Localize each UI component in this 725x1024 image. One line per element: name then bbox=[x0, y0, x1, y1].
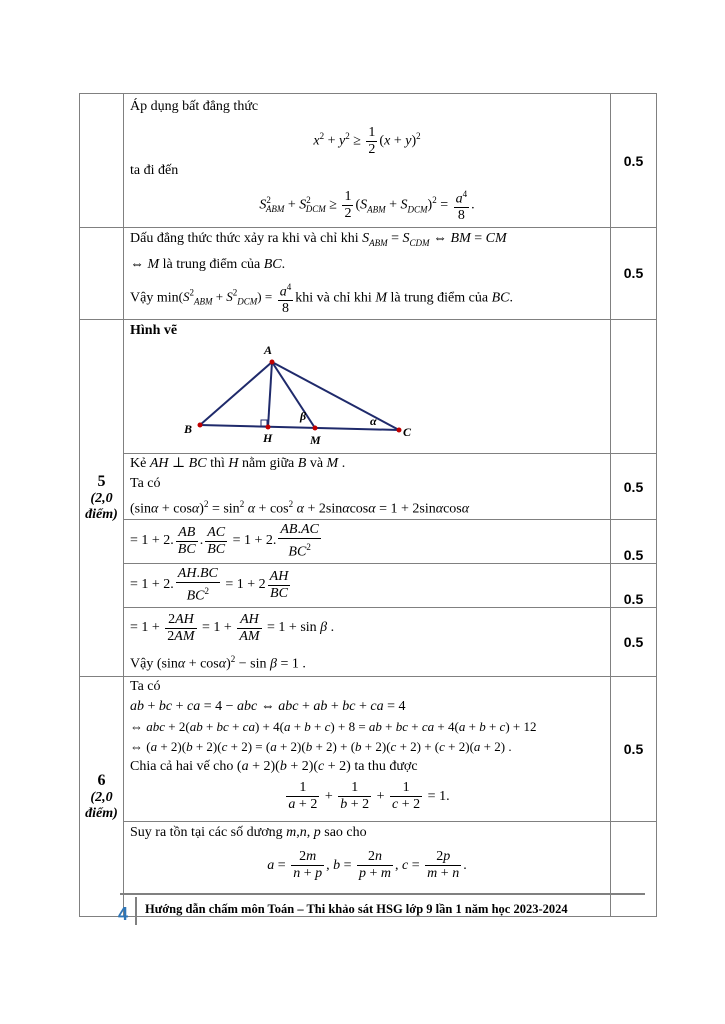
min-prefix: Vậy min bbox=[130, 290, 179, 306]
label-beta: β bbox=[300, 408, 307, 423]
question-points-unit: điểm) bbox=[85, 805, 118, 821]
page-number: 4 bbox=[118, 904, 129, 924]
score-cell: 0.5 bbox=[611, 608, 657, 677]
q5-step3: = 1 + 2. $\frac{AH.BC}{BC^2}$ = 1 + 2 $\frac{AH}{BC}$ bbox=[124, 564, 611, 608]
grading-table bbox=[79, 93, 657, 917]
q5-step2: = 1 + 2. $\frac{AB}{BC}$ . $\frac{AC}{BC}$ = 1 + 2. $\frac{AB.AC}{BC^2}$ bbox=[124, 520, 611, 564]
row-a-line2: ta đi đến bbox=[130, 162, 179, 178]
score-cell: 0.5 bbox=[611, 228, 657, 320]
score-cell: 0.5 bbox=[611, 453, 657, 520]
empty-score-cell bbox=[611, 319, 657, 453]
label-a: A bbox=[264, 342, 273, 357]
triangle-figure bbox=[130, 342, 650, 450]
question-number: 5 bbox=[97, 472, 106, 490]
footer-text: Hướng dẫn chấm môn Toán – Thi khảo sát HSG lớp 9 lần 1 năm học 2023-2024 bbox=[145, 902, 568, 916]
question-6-cell bbox=[80, 677, 124, 917]
ta-co-text: Ta có bbox=[130, 475, 161, 491]
inequality-formula: $x^2 + y^2$ ≥ $\frac{1}{2}$ $(x + y)^2$ bbox=[313, 124, 421, 157]
score-cell: 0.5 bbox=[611, 94, 657, 228]
footer-divider bbox=[120, 893, 645, 895]
row-a-content bbox=[124, 94, 611, 228]
area-inequality-formula: $S^2_{ABM} + S^2_{DCM}$ ≥ $\frac{1}{2}$ $(S_{ABM} + S_{DCM})^2$ = $\frac{a^4}{8}$ . bbox=[130, 182, 604, 227]
row-a-line1: Áp dụng bất đẳng thức bbox=[130, 99, 259, 114]
empty-score-cell bbox=[611, 822, 657, 917]
q6-step2: Suy ra tồn tại các số dương m,n, p sao cho a = $\frac{2m}{n + p}$ , b = $\frac{2n}{p + m}$ , c = $\frac{2p}{m + n}$ . bbox=[124, 822, 611, 917]
score-cell: 0.5 bbox=[611, 520, 657, 564]
question-points: (2,0 bbox=[90, 789, 113, 805]
q5-step1: Kẻ AH ⊥ BC thì H nằm giữa B và M . Ta có $(\sin\alpha + \cos\alpha)^2 = \sin^2 \alpha + \cos^2 \alpha + 2\sin\alpha\cos\alpha = 1 + 2\sin\alpha\cos\alpha$ bbox=[124, 453, 611, 520]
label-c: C bbox=[403, 424, 412, 439]
empty-question-cell bbox=[80, 228, 124, 320]
figure-title: Hình vẽ bbox=[130, 322, 178, 338]
q6-step1: Ta có ab + bc + ca = 4 − abc ⇔ abc + ab + bc + ca = 4 ⇔ abc + 2(ab + bc + ca) + 4(a + b + c) + 8 = ab + bc + ca + 4(a + b + c) + 12 ⇔ (a + 2)(b + 2)(c + 2) = (a + 2)(b + 2) + (b + 2)(c + 2) + (c + 2)(a + 2) . Chia cả hai vế cho (a + 2)(b + 2)(c + 2) ta thu được $\frac{1}{a + 2}$ + $\frac{1}{b + 2}$ + $\frac{1}{c + 2}$ = 1. bbox=[124, 677, 611, 822]
ta-co-text: Ta có bbox=[130, 679, 161, 695]
suy-ra-text: Suy ra tồn tại các số dương bbox=[130, 825, 283, 841]
label-m: M bbox=[310, 432, 321, 447]
q5-step4: = 1 + $\frac{2AH}{2AM}$ = 1 + $\frac{AH}{AM}$ = 1 + sin β . Vậy $(\sin\alpha + \cos\alpha)^2 - \sin \beta = 1$ . bbox=[124, 608, 611, 677]
score-cell: 0.5 bbox=[611, 677, 657, 822]
empty-question-cell bbox=[80, 94, 124, 228]
footer-separator bbox=[135, 897, 137, 925]
label-alpha: α bbox=[370, 413, 377, 428]
row-b-content: Dấu đẳng thức thức xảy ra khi và chỉ khi $S_{ABM} = S_{CDM}$ ⇔ BM = CM ⇔ M là trung điểm của BC. Vậy $\min(S^2_{ABM} + S^2_{DCM})$ = $\frac{a^4}{8}$ khi và chỉ khi M là trung điểm của BC. bbox=[124, 228, 611, 320]
question-5-cell bbox=[80, 319, 124, 676]
midpoint-text: là trung điểm của bbox=[162, 256, 261, 272]
label-h: H bbox=[263, 430, 273, 445]
vay-text: Vậy bbox=[130, 657, 154, 673]
sao-cho-text: sao cho bbox=[324, 825, 367, 841]
equality-condition-text: Dấu đẳng thức thức xảy ra khi và chỉ khi bbox=[130, 231, 359, 247]
min-midpoint-text: là trung điểm của bbox=[390, 290, 489, 306]
score-cell: 0.5 bbox=[611, 564, 657, 608]
question-points-unit: điểm) bbox=[85, 506, 118, 522]
label-b: B bbox=[184, 421, 193, 436]
question-number: 6 bbox=[97, 771, 106, 789]
figure-cell bbox=[124, 319, 611, 453]
question-points: (2,0 bbox=[90, 490, 113, 506]
min-condition-text: khi và chỉ khi bbox=[295, 290, 372, 306]
